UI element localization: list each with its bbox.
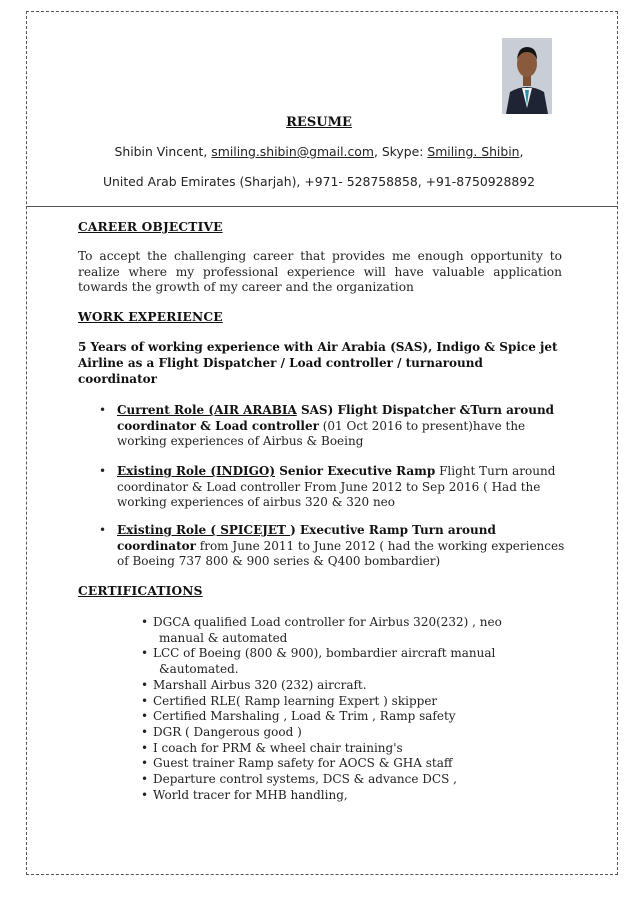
certification-text-cont: &automated. <box>159 662 239 677</box>
bullet-icon: • <box>99 523 107 537</box>
certification-item <box>141 756 571 772</box>
certification-item <box>141 741 571 757</box>
role-label: Existing Role (INDIGO) <box>117 464 276 478</box>
certification-text: I coach for PRM & wheel chair training's <box>153 740 403 755</box>
role-details: Flight Turn around coordinator & Load controller From June 2012 to Sep 2016 ( Had the working experiences of airbus 320 & 320 neo <box>117 464 556 509</box>
certification-item <box>141 615 571 646</box>
bullet-icon: • <box>141 787 149 802</box>
experience-summary-line: 5 Years of working experience with Air Arabia (SAS), Indigo & Spice jet <box>78 340 558 354</box>
skype-suffix: , <box>519 144 524 159</box>
role-title: ) Executive Ramp Turn around coordinator <box>117 523 496 553</box>
certifications-heading: CERTIFICATIONS <box>78 584 203 598</box>
certification-item <box>141 709 571 725</box>
certification-item <box>141 678 571 694</box>
certification-item <box>141 646 571 677</box>
bullet-icon: • <box>141 677 149 692</box>
role-details: from June 2011 to June 2012 ( had the working experiences of Boeing 737 800 & 900 series & Q400 bombardier) <box>117 538 565 568</box>
role-item <box>99 523 572 570</box>
certification-text: Guest trainer Ramp safety for AOCS & GHA staff <box>153 756 453 771</box>
bullet-icon: • <box>141 709 149 724</box>
certification-text: Departure control systems, DCS & advance DCS , <box>153 772 457 787</box>
role-label: Existing Role ( SPICEJET <box>117 523 286 537</box>
certification-text: DGCA qualified Load controller for Airbus 320(232) , neo <box>153 615 502 629</box>
career-objective-text: To accept the challenging career that provides me enough opportunity to realize where my professional experience will have valuable application towards the growth of my career and the organization <box>78 249 562 294</box>
bullet-icon: • <box>99 464 107 478</box>
certifications-list <box>141 615 571 803</box>
role-title: Senior Executive Ramp <box>275 464 436 478</box>
certification-text: DGR ( Dangerous good ) <box>153 724 302 739</box>
profile-photo <box>502 38 552 114</box>
bullet-icon: • <box>141 772 149 787</box>
role-label-tail: SAS <box>296 403 328 417</box>
bullet-icon: • <box>141 740 149 755</box>
experience-summary-line: coordinator <box>78 372 157 386</box>
resume-title: RESUME <box>286 115 352 130</box>
certification-item <box>141 694 571 710</box>
skype-prefix: , Skype: <box>373 144 428 159</box>
bullet-icon: • <box>141 615 149 629</box>
certification-text: World tracer for MHB handling, <box>153 787 348 802</box>
skype-link[interactable]: Smiling. Shibin <box>427 144 520 159</box>
career-objective-heading: CAREER OBJECTIVE <box>78 220 223 234</box>
role-item <box>99 464 572 511</box>
experience-summary <box>78 339 568 387</box>
bullet-icon: • <box>141 693 149 708</box>
certification-text-cont: manual & automated <box>159 630 288 645</box>
role-label: Current Role (AIR ARABIA <box>117 403 297 417</box>
bullet-icon: • <box>141 756 149 771</box>
contact-line-name <box>0 144 638 159</box>
work-experience-heading: WORK EXPERIENCE <box>78 310 223 324</box>
contact-line-address: United Arab Emirates (Sharjah), +971- 528758858, +91-8750928892 <box>102 174 536 189</box>
certification-item <box>141 788 571 804</box>
certification-text: Certified RLE( Ramp learning Expert ) skipper <box>153 693 438 708</box>
certification-text: LCC of Boeing (800 & 900), bombardier aircraft manual <box>153 646 496 661</box>
candidate-name: Shibin Vincent, <box>114 144 212 159</box>
certification-item <box>141 772 571 788</box>
role-title: ) Flight Dispatcher &Turn around coordinator & Load controller <box>117 403 555 433</box>
certification-text: Certified Marshaling , Load & Trim , Ramp safety <box>153 709 456 724</box>
role-details: (01 Oct 2016 to present)have the working experiences of Airbus & Boeing <box>117 418 526 448</box>
role-item <box>99 403 572 450</box>
email-link[interactable]: smiling.shibin@gmail.com <box>211 144 374 159</box>
bullet-icon: • <box>99 403 107 417</box>
certification-item <box>141 725 571 741</box>
bullet-icon: • <box>141 646 149 661</box>
experience-summary-line: Airline as a Flight Dispatcher / Load controller / turnaround <box>78 356 483 370</box>
certification-text: Marshall Airbus 320 (232) aircraft. <box>153 677 367 692</box>
header-divider <box>26 206 618 207</box>
bullet-icon: • <box>141 724 149 739</box>
